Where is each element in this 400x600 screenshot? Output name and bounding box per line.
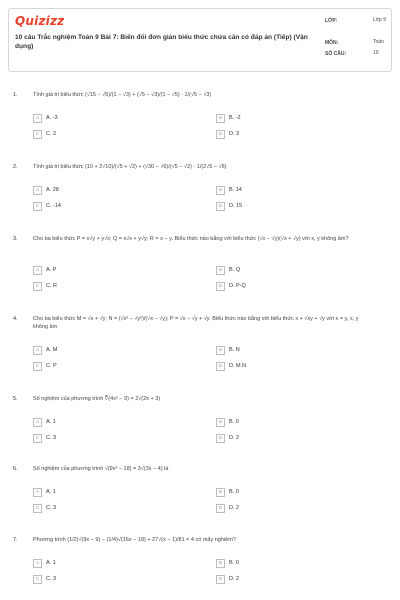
- answer-option-d[interactable]: [216, 503, 366, 513]
- option-text: C. -14: [46, 203, 61, 209]
- option-letter-box: D: [216, 362, 225, 371]
- answer-option-c[interactable]: [33, 574, 183, 584]
- meta-count-label: SỐ CÂU:: [325, 51, 347, 57]
- option-text: A. 28: [46, 187, 59, 193]
- answer-option-c[interactable]: [33, 433, 183, 443]
- question-text: Tính giá trị biểu thức (√15 − √5)/(1 − √3) + (√5 − √3)/(1 − √5) · 1/(√5 − √3): [33, 92, 212, 98]
- worksheet-header: [8, 8, 392, 72]
- answer-option-d[interactable]: [216, 361, 366, 371]
- option-text: D. P-Q: [229, 283, 246, 289]
- option-text: A. M: [46, 347, 58, 353]
- option-text: B. N: [229, 347, 240, 353]
- option-text: A. -3: [46, 115, 58, 121]
- option-letter-box: A: [33, 186, 42, 195]
- option-text: B. Q: [229, 267, 241, 273]
- option-letter-box: D: [216, 130, 225, 139]
- answer-option-d[interactable]: [216, 129, 366, 139]
- option-letter-box: D: [216, 202, 225, 211]
- option-text: C. 3: [46, 435, 57, 441]
- option-letter-box: C: [33, 434, 42, 443]
- meta-subject-label: MÔN:: [325, 40, 339, 46]
- question-text: Phương trình (1/2)√(9x − 9) − (1/4)√(16x − 18) + 27√(x − 1)/81 = 4 có mấy nghiệm?: [33, 537, 236, 543]
- option-text: B. 14: [229, 187, 242, 193]
- option-letter-box: C: [33, 575, 42, 584]
- option-letter-box: B: [216, 186, 225, 195]
- option-text: D. M.N: [229, 363, 247, 369]
- answer-option-b[interactable]: [216, 487, 366, 497]
- question-number: 7.: [13, 537, 18, 543]
- option-letter-box: D: [216, 282, 225, 291]
- option-text: C. 2: [46, 131, 57, 137]
- answer-option-c[interactable]: [33, 129, 183, 139]
- option-letter-box: A: [33, 266, 42, 275]
- answer-option-b[interactable]: [216, 265, 366, 275]
- option-text: A. 1: [46, 419, 56, 425]
- answer-option-d[interactable]: [216, 281, 366, 291]
- answer-option-a[interactable]: [33, 113, 183, 123]
- option-text: B. 0: [229, 489, 239, 495]
- option-letter-box: B: [216, 114, 225, 123]
- meta-class: [325, 17, 391, 35]
- question-text: Cho ba biểu thức P = x√y + y√x; Q = x√x + y√y; R = x − y. Biểu thức nào bằng với biểu thức (√x − √y)(√x + √y) với x, y không âm?: [33, 236, 349, 242]
- option-letter-box: A: [33, 488, 42, 497]
- option-letter-box: B: [216, 418, 225, 427]
- question-text: Số nghiệm của phương trình ∛(4x² − 9) = 2√(2x + 3): [33, 396, 161, 402]
- option-letter-box: B: [216, 346, 225, 355]
- option-text: C. 3: [46, 505, 57, 511]
- question-number: 5.: [13, 396, 18, 402]
- answer-option-a[interactable]: [33, 185, 183, 195]
- answer-option-a[interactable]: [33, 558, 183, 568]
- answer-option-a[interactable]: [33, 345, 183, 355]
- option-text: C. R: [46, 283, 57, 289]
- answer-option-c[interactable]: [33, 503, 183, 513]
- meta-count: [325, 50, 391, 57]
- answer-option-c[interactable]: [33, 201, 183, 211]
- answer-option-c[interactable]: [33, 281, 183, 291]
- meta-class-value: Lớp 9: [373, 17, 387, 23]
- question-number: 1.: [13, 92, 18, 98]
- answer-option-d[interactable]: [216, 574, 366, 584]
- meta-class-label: LỚP:: [325, 18, 338, 24]
- option-text: A. P: [46, 267, 57, 273]
- question-text: Cho ba biểu thức M = √x + √y; N = (√x² − √y²)/(√x − √y); P = √x − √y + √y. Biểu thức nào bằng với biểu thức x + √xy + √y với x = y, x, y không âm: [33, 316, 359, 330]
- meta-subject-value: Toán: [373, 39, 384, 45]
- option-letter-box: B: [216, 266, 225, 275]
- answer-option-b[interactable]: [216, 113, 366, 123]
- option-text: B. 0: [229, 560, 239, 566]
- option-text: A. 1: [46, 560, 56, 566]
- option-letter-box: D: [216, 434, 225, 443]
- option-text: D. 3: [229, 131, 240, 137]
- answer-option-a[interactable]: [33, 417, 183, 427]
- answer-option-b[interactable]: [216, 345, 366, 355]
- option-letter-box: A: [33, 418, 42, 427]
- answer-option-d[interactable]: [216, 433, 366, 443]
- option-text: D. 15: [229, 203, 243, 209]
- question-number: 3.: [13, 236, 18, 242]
- question-text: Số nghiệm của phương trình √(9x² − 18) = 3√(3x − 4) là: [33, 466, 169, 472]
- option-letter-box: D: [216, 504, 225, 513]
- answer-option-b[interactable]: [216, 417, 366, 427]
- option-text: B. 0: [229, 419, 239, 425]
- answer-option-b[interactable]: [216, 185, 366, 195]
- option-letter-box: B: [216, 559, 225, 568]
- option-letter-box: A: [33, 346, 42, 355]
- option-text: A. 1: [46, 489, 56, 495]
- question-number: 6.: [13, 466, 18, 472]
- answer-option-b[interactable]: [216, 558, 366, 568]
- option-text: C. 3: [46, 576, 57, 582]
- worksheet-title: 10 câu Trắc nghiệm Toán 9 Bài 7: Biến đổi đơn giản biểu thức chứa căn có đáp án (Tiếp) (Vận dụng): [15, 34, 308, 50]
- option-letter-box: A: [33, 114, 42, 123]
- option-letter-box: C: [33, 202, 42, 211]
- meta-subject: [325, 39, 391, 46]
- option-text: D. 2: [229, 435, 240, 441]
- option-letter-box: D: [216, 575, 225, 584]
- question-text: Tính giá trị biểu thức (10 + 2√10)/(√5 + √2) + (√30 − √6)/(√5 − √2) · 1/(2√5 − √6): [33, 164, 227, 170]
- option-text: D. 2: [229, 576, 240, 582]
- answer-option-c[interactable]: [33, 361, 183, 371]
- option-text: B. -2: [229, 115, 241, 121]
- question-number: 2.: [13, 164, 18, 170]
- option-text: C. P: [46, 363, 57, 369]
- quizizz-logo: Quizizz: [15, 14, 65, 28]
- option-letter-box: C: [33, 282, 42, 291]
- option-letter-box: C: [33, 504, 42, 513]
- option-letter-box: B: [216, 488, 225, 497]
- answer-option-a[interactable]: [33, 487, 183, 497]
- option-text: D. 2: [229, 505, 240, 511]
- question-number: 4.: [13, 316, 18, 322]
- answer-option-d[interactable]: [216, 201, 366, 211]
- option-letter-box: A: [33, 559, 42, 568]
- option-letter-box: C: [33, 362, 42, 371]
- meta-count-value: 10: [373, 50, 379, 56]
- answer-option-a[interactable]: [33, 265, 183, 275]
- meta-panel: [325, 17, 391, 61]
- option-letter-box: C: [33, 130, 42, 139]
